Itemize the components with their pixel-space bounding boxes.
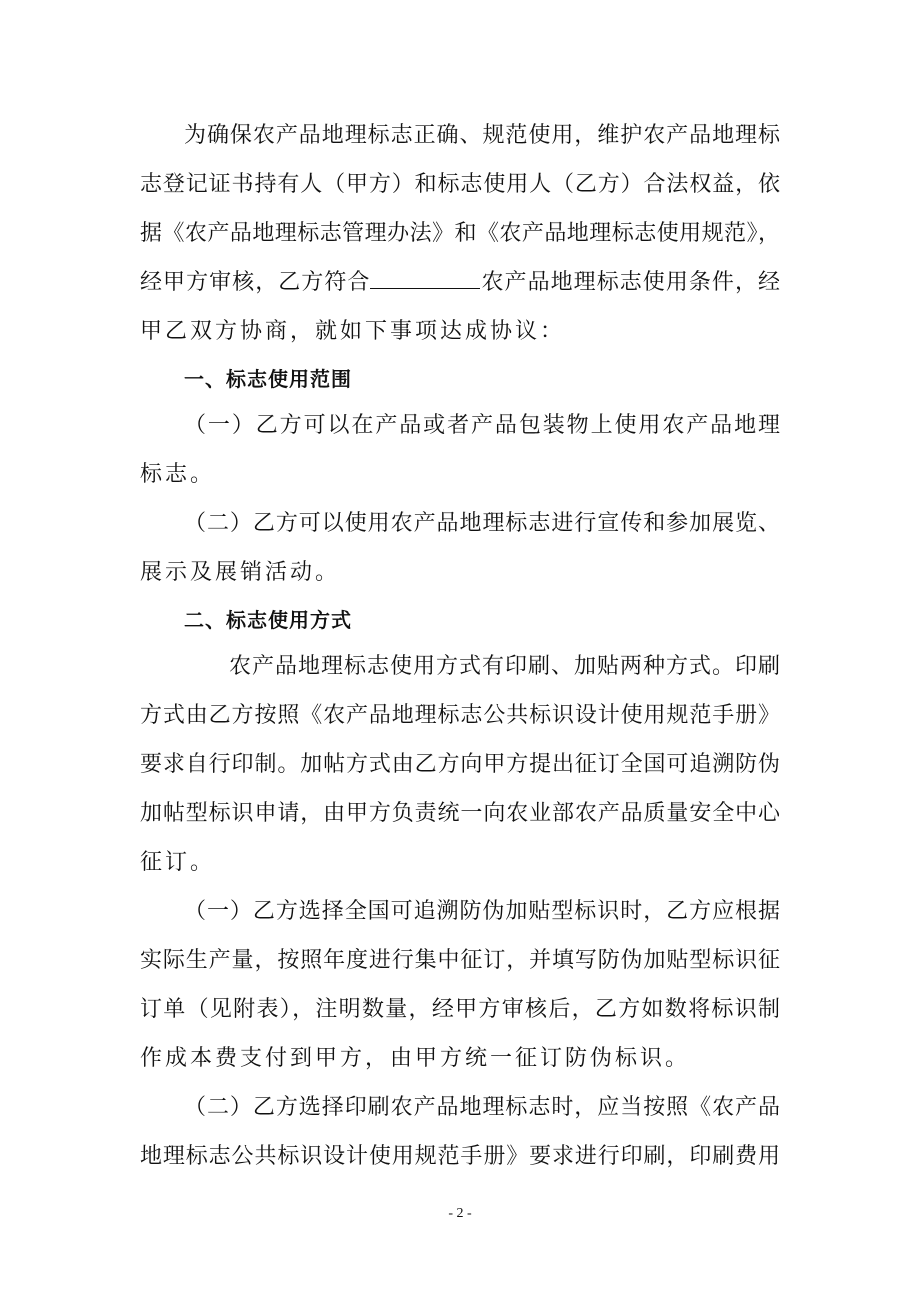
section-2-para-line-1: 农产品地理标志使用方式有印刷、加贴两种方式。印刷 <box>229 654 780 679</box>
section-2-item-1-line-3: 订单（见附表），注明数量，经甲方审核后，乙方如数将标识制 <box>140 997 780 1022</box>
section-2-item-2-line-1: （二）乙方选择印刷农产品地理标志时，应当按照《农产品 <box>184 1095 780 1120</box>
section-2-para-line-2: 方式由乙方按照《农产品地理标志公共标识设计使用规范手册》 <box>140 703 780 728</box>
intro-line-1: 为确保农产品地理标志正确、规范使用，维护农产品地理标 <box>184 123 780 148</box>
section-2-para-line-3: 要求自行印制。加帖方式由乙方向甲方提出征订全国可追溯防伪 <box>140 752 780 777</box>
section-2-heading: 二、标志使用方式 <box>184 608 352 632</box>
section-2-para-line-4: 加帖型标识申请，由甲方负责统一向农业部农产品质量安全中心 <box>140 801 780 826</box>
intro-line-4-before: 经甲方审核，乙方符合 <box>140 270 371 295</box>
intro-line-5: 甲乙双方协商，就如下事项达成协议： <box>140 319 566 344</box>
page-number: - 2 - <box>448 1206 472 1221</box>
section-1-item-2-line-1: （二）乙方可以使用农产品地理标志进行宣传和参加展览、 <box>184 511 780 536</box>
intro-line-2: 志登记证书持有人（甲方）和标志使用人（乙方）合法权益，依 <box>140 172 780 197</box>
section-2-item-1-line-1: （一）乙方选择全国可追溯防伪加贴型标识时，乙方应根据 <box>184 899 780 924</box>
section-1-item-2-line-2: 展示及展销活动。 <box>140 560 341 585</box>
section-2-para-line-5: 征订。 <box>140 850 216 875</box>
intro-line-4-after: 农产品地理标志使用条件，经 <box>480 270 780 295</box>
section-1-heading: 一、标志使用范围 <box>184 367 352 391</box>
section-2-item-2-line-2: 地理标志公共标识设计使用规范手册》要求进行印刷，印刷费用 <box>140 1144 780 1169</box>
section-1-item-1-line-2: 标志。 <box>140 462 216 487</box>
section-2-item-1-line-4: 作成本费支付到甲方，由甲方统一征订防伪标识。 <box>140 1046 691 1071</box>
intro-line-3: 据《农产品地理标志管理办法》和《农产品地理标志使用规范》， <box>140 221 780 246</box>
intro-line-4 <box>140 258 780 307</box>
section-2-item-1-line-2: 实际生产量，按照年度进行集中征订，并填写防伪加贴型标识征 <box>140 948 780 973</box>
blank-fill-field <box>370 258 480 289</box>
section-1-item-1-line-1: （一）乙方可以在产品或者产品包装物上使用农产品地理 <box>184 413 780 438</box>
